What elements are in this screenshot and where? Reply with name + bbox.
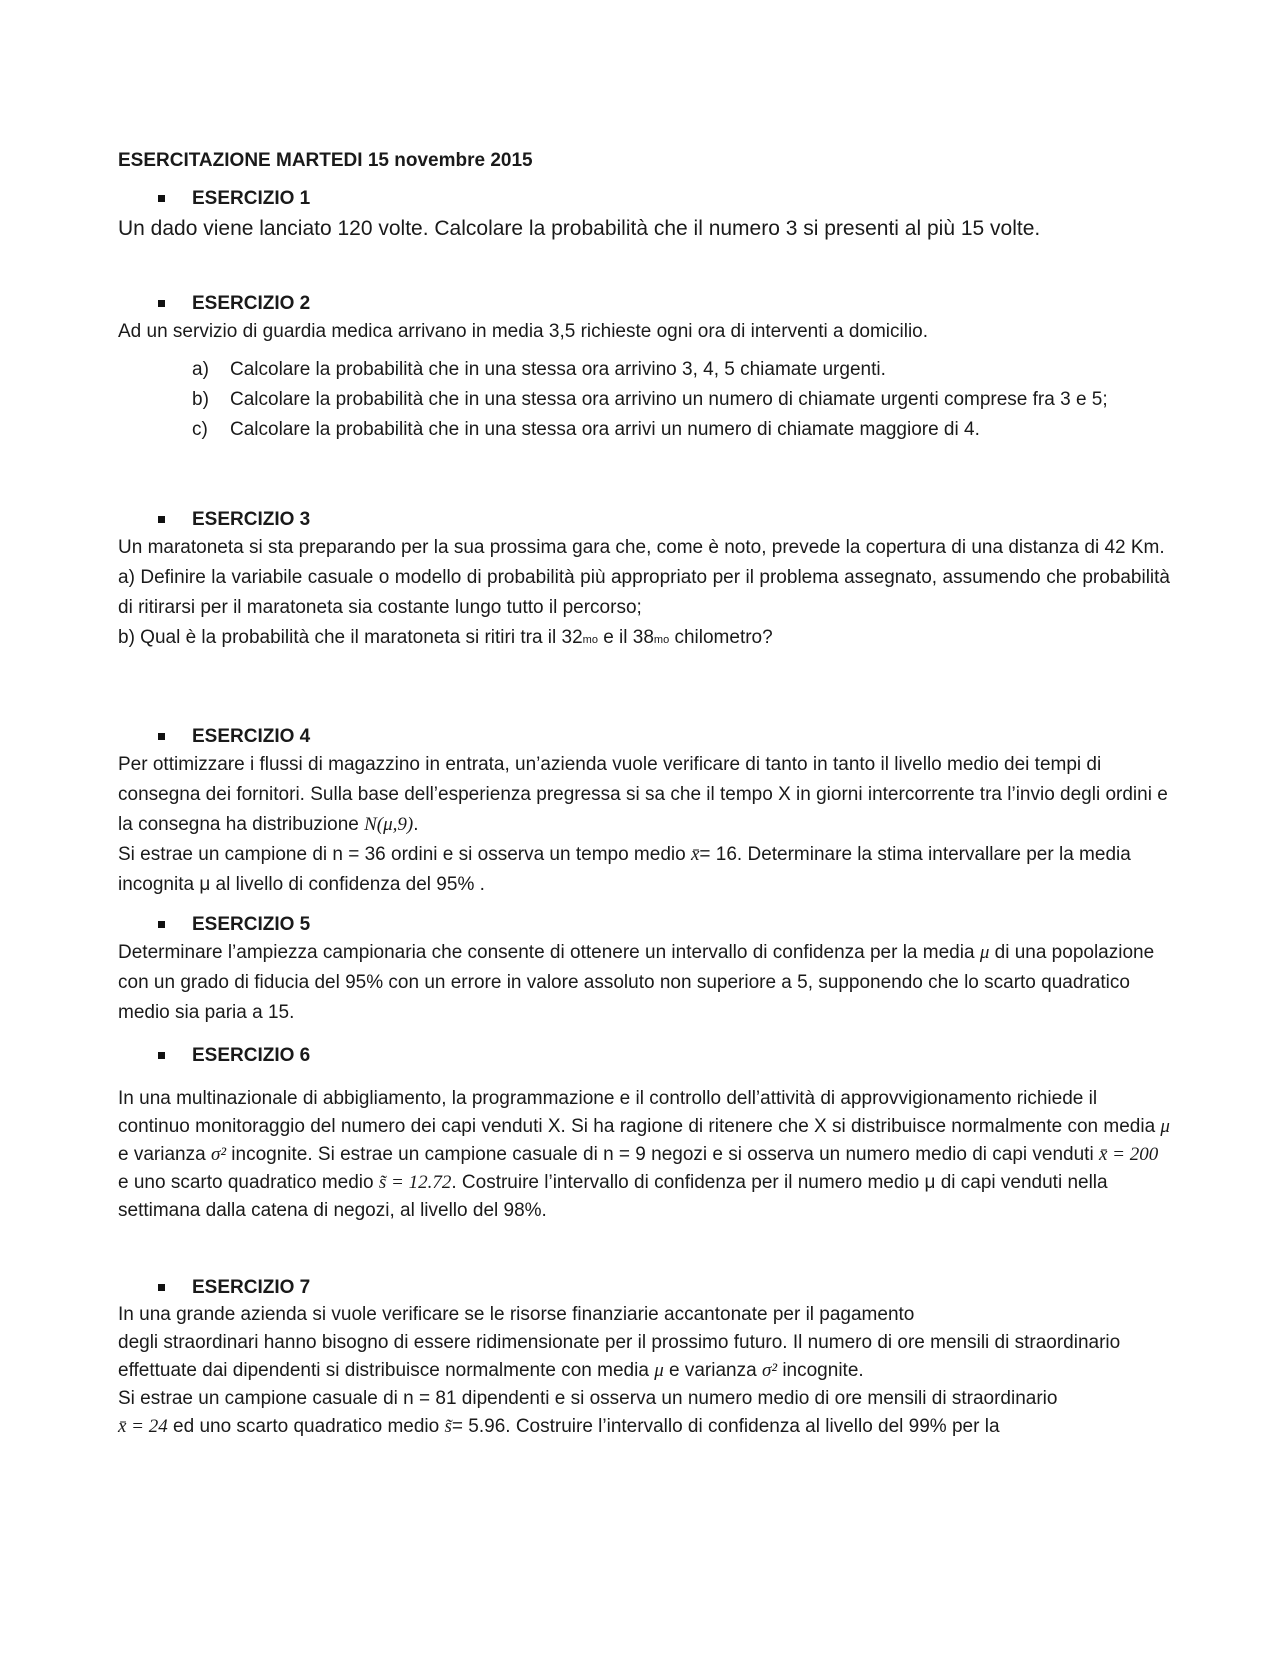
list-item [118,355,1170,385]
math-expression: x̄ = 24 [118,1416,168,1437]
text-run: = 5.96. Costruire l’intervallo di confidenza al livello del 99% per la [451,1416,1000,1437]
math-expression: μ [654,1360,664,1381]
exercise-heading-label: ESERCIZIO 7 [192,1277,311,1298]
exercise-2 [118,291,1170,445]
text-run: e varianza [663,1360,762,1381]
list-item [118,385,1170,415]
document-title: ESERCITAZIONE MARTEDI 15 novembre 2015 [118,150,533,171]
math-expression: s̃ [444,1416,452,1437]
ordinal-suffix: mo [582,634,598,646]
exercise-text: In una grande azienda si vuole verificare se le risorse finanziarie accantonate per il pagamento [118,1304,915,1325]
square-bullet-icon [158,921,165,928]
exercise-intro: Ad un servizio di guardia medica arrivano in media 3,5 richieste ogni ora di interventi a domicilio. [118,321,929,342]
text-run: . Costruire l’intervallo di confidenza per il numero medio μ di capi venduti nella settimana dalla catena di negozi, al livello del 98%. [118,1172,1108,1221]
ordinal-suffix: mo [653,634,670,646]
math-expression: σ² [761,1360,778,1381]
exercise-text: Si estrae un campione casuale di n = 81 dipendenti e si osserva un numero medio di ore mensili di straordinario [118,1388,1058,1409]
text-run: In una multinazionale di abbigliamento, la programmazione e il controllo dell’attività di approvvigionamento richiede il continuo monitoraggio del numero dei capi venduti X. Si ha ragione di ritenere che X si distribuisce normalmente con media [118,1088,1161,1137]
exercise-4 [118,724,1170,900]
exercise-text [118,1085,1170,1225]
list-item [118,415,1170,445]
math-expression: s̃ = 12.72 [378,1172,452,1193]
math-expression: μ [979,942,990,963]
exercise-5 [118,912,1170,1028]
math-expression: N(μ,9) [364,814,414,835]
text-run: e varianza [118,1144,211,1165]
list-letter: c) [192,419,208,440]
list-text: Calcolare la probabilità che in una stessa ora arrivino un numero di chiamate urgenti comprese fra 3 e 5; [230,389,1108,410]
math-expression: μ [1160,1116,1170,1137]
exercise-text [118,623,1170,655]
exercise-heading-label: ESERCIZIO 2 [192,293,311,314]
list-letter: a) [192,359,209,380]
exercise-heading [118,507,1170,533]
exercise-heading-label: ESERCIZIO 6 [192,1045,311,1066]
math-expression: x̄ [690,844,700,865]
text-run: Si estrae un campione di n = 36 ordini e si osserva un tempo medio [118,844,691,865]
text-run: incognite. Si estrae un campione casuale di n = 9 negozi e si osserva un numero medio di capi venduti [226,1144,1099,1165]
text-run: = 16. Determinare la stima intervallare per la media incognita μ al livello di confidenza del 95% . [118,844,1131,895]
square-bullet-icon [158,1284,165,1291]
text-run: Per ottimizzare i flussi di magazzino in entrata, un’azienda vuole verificare di tanto in tanto il livello medio dei tempi di consegna dei fornitori. Sulla base dell’esperienza pregressa si sa che il tempo X in giorni intercorrente tra l’invio degli ordini e la consegna ha distribuzione [118,754,1168,835]
exercise-1 [118,186,1170,246]
exercise-7 [118,1275,1170,1441]
exercise-text: a) Definire la variabile casuale o modello di probabilità più appropriato per il problema assegnato, assumendo che probabilità di ritirarsi per il maratoneta sia costante lungo tutto il percorso; [118,567,1170,618]
exercise-heading [118,724,1170,750]
square-bullet-icon [158,1052,165,1059]
exercise-text [118,1413,1170,1441]
exercise-heading [118,291,1170,317]
exercise-3 [118,507,1170,655]
question-list [118,355,1170,445]
text-run: chilometro? [669,627,773,648]
text-run: incognite. [777,1360,864,1381]
text-run: ed uno scarto quadratico medio [167,1416,445,1437]
exercise-text [118,938,1170,1028]
exercise-text: Un dado viene lanciato 120 volte. Calcolare la probabilità che il numero 3 si presenti al più 15 volte. [118,217,1041,240]
square-bullet-icon [158,300,165,307]
exercise-6 [118,1043,1170,1225]
exercise-heading-label: ESERCIZIO 5 [192,914,311,935]
exercise-text [118,1329,1170,1385]
text-run: di una popolazione con un grado di fiducia del 95% con un errore in valore assoluto non superiore a 5, supponendo che lo scarto quadratico medio sia paria a 15. [118,942,1155,1023]
square-bullet-icon [158,516,165,523]
exercise-heading-label: ESERCIZIO 1 [192,188,311,209]
exercise-heading [118,912,1170,938]
math-expression: x̄ = 200 [1098,1144,1159,1165]
list-text: Calcolare la probabilità che in una stessa ora arrivino 3, 4, 5 chiamate urgenti. [230,359,886,380]
exercise-text [118,840,1170,900]
exercise-text: Un maratoneta si sta preparando per la sua prossima gara che, come è noto, prevede la copertura di una distanza di 42 Km. [118,537,1165,558]
text-run: degli straordinari hanno bisogno di essere ridimensionate per il prossimo futuro. Il numero di ore mensili di straordinario effettuate dai dipendenti si distribuisce normalmente con media [118,1332,1121,1381]
square-bullet-icon [158,195,165,202]
square-bullet-icon [158,733,165,740]
exercise-heading [118,1043,1170,1069]
exercise-heading-label: ESERCIZIO 4 [192,726,311,747]
exercise-heading [118,1275,1170,1301]
text-run: . [413,814,419,835]
list-text: Calcolare la probabilità che in una stessa ora arrivi un numero di chiamate maggiore di 4. [230,419,980,440]
text-run: e uno scarto quadratico medio [118,1172,379,1193]
exercise-heading-label: ESERCIZIO 3 [192,509,311,530]
text-run: Determinare l’ampiezza campionaria che consente di ottenere un intervallo di confidenza per la media [118,942,980,963]
text-run: e il 38 [597,627,654,648]
exercise-text [118,750,1170,840]
list-letter: b) [192,389,209,410]
exercise-heading [118,186,1170,212]
math-expression: σ² [210,1144,227,1165]
text-run: b) Qual è la probabilità che il maratoneta si ritiri tra il 32 [118,627,583,648]
